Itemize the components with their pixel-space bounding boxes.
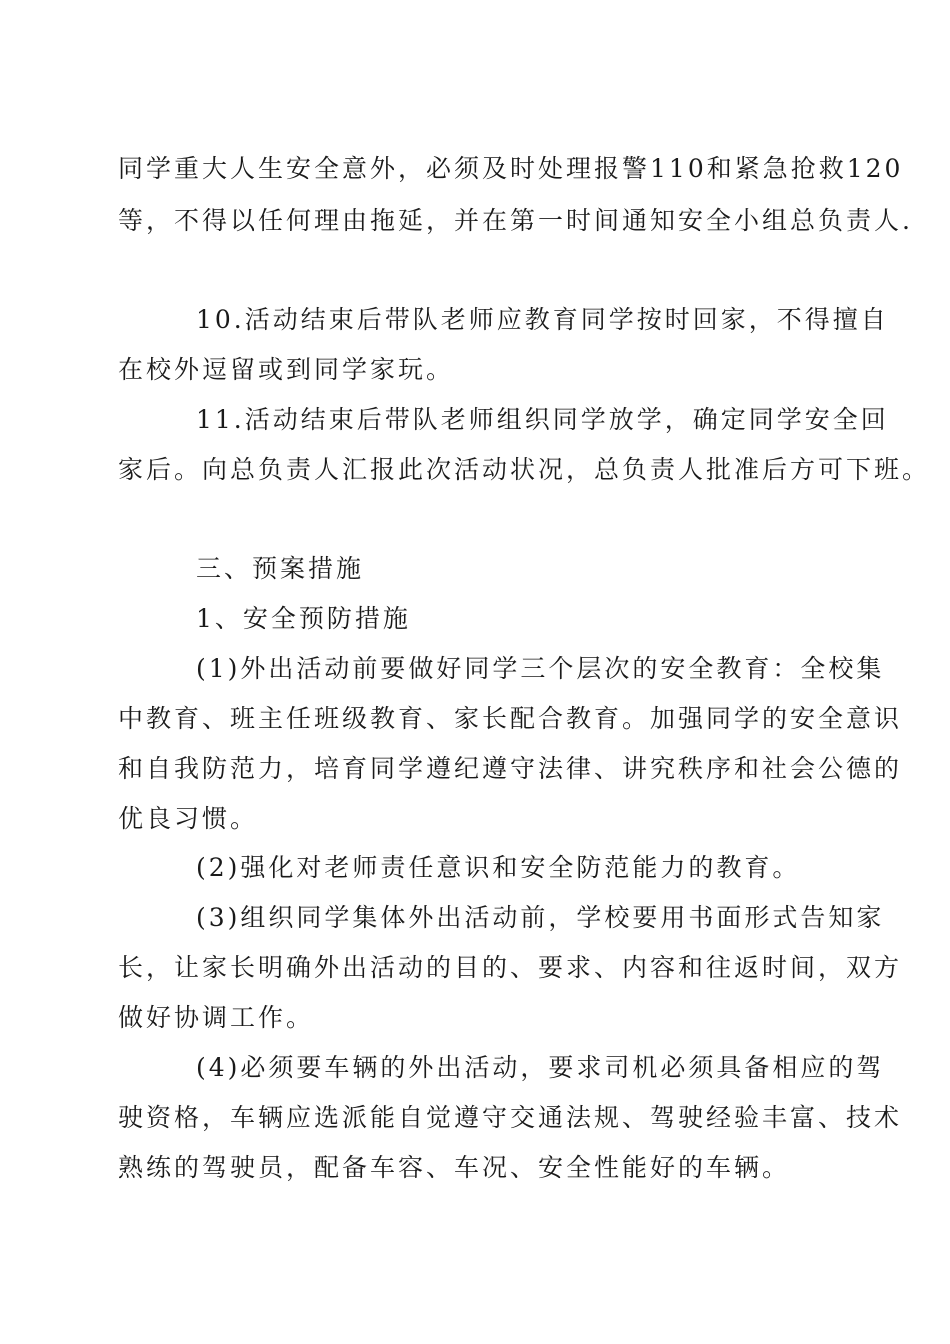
item-3-line-2: 长，让家长明确外出活动的目的、要求、内容和往返时间，双方 — [118, 953, 903, 982]
paragraph-10-line-1: 10.活动结束后带队老师应教育同学按时回家，不得擅自 — [196, 305, 889, 334]
item-4-line-2: 驶资格，车辆应选派能自觉遵守交通法规、驾驶经验丰富、技术 — [118, 1103, 903, 1132]
paragraph-10-line-2: 在校外逗留或到同学家玩。 — [118, 355, 455, 384]
item-3-line-1: (3)组织同学集体外出活动前，学校要用书面形式告知家 — [196, 903, 885, 932]
item-4-line-3: 熟练的驾驶员，配备车容、车况、安全性能好的车辆。 — [118, 1153, 791, 1182]
item-1-line-2: 中教育、班主任班级教育、家长配合教育。加强同学的安全意识 — [118, 704, 903, 733]
paragraph-9-line-2: 等，不得以任何理由拖延，并在第一时间通知安全小组总负责人. — [118, 206, 913, 235]
item-1-line-1: (1)外出活动前要做好同学三个层次的安全教育：全校集 — [196, 654, 885, 683]
subsection-heading: 1、安全预防措施 — [196, 604, 411, 633]
paragraph-11-line-1: 11.活动结束后带队老师组织同学放学，确定同学安全回 — [196, 405, 889, 434]
item-3-line-3: 做好协调工作。 — [118, 1003, 315, 1032]
item-1-line-3: 和自我防范力，培育同学遵纪遵守法律、讲究秩序和社会公德的 — [118, 754, 903, 783]
item-4-line-1: (4)必须要车辆的外出活动，要求司机必须具备相应的驾 — [196, 1053, 885, 1082]
paragraph-11-line-2: 家后。向总负责人汇报此次活动状况，总负责人批准后方可下班。 — [118, 455, 931, 484]
paragraph-9-line-1: 同学重大人生安全意外，必须及时处理报警110和紧急抢救120 — [118, 154, 904, 183]
item-2-line-1: (2)强化对老师责任意识和安全防范能力的教育。 — [196, 853, 801, 882]
item-1-line-4: 优良习惯。 — [118, 804, 259, 833]
section-heading: 三、预案措施 — [196, 554, 365, 583]
